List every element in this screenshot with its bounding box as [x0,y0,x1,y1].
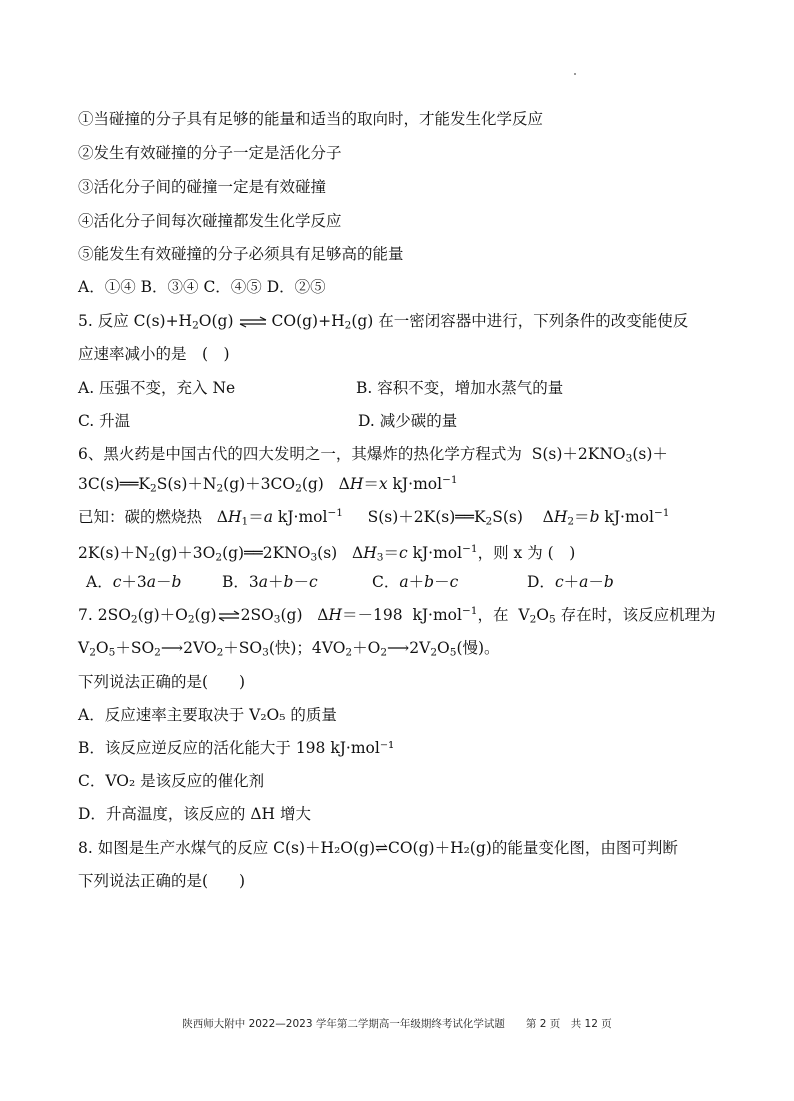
statement-3: ③活化分子间的碰撞一定是有效碰撞 [78,178,327,196]
question-7-line-3: 下列说法正确的是( ) [78,673,246,691]
equilibrium-arrow-icon [238,316,268,328]
question-5-option-b: B. 容积不变，增加水蒸气的量 [356,379,564,397]
question-6-equation-part-2: $3C(s)══K_2S(s)+N_2(g)+3CO_2(g)$ ΔH＝x kJ·mol$^{-1}$ [78,474,458,495]
question-7-option-b: B．该反应逆反应的活化能大于 198 kJ·mol⁻¹ [78,739,395,757]
question-6-option-b: B．3a＋b－c [222,573,318,591]
question-6-equation-part-1: $S(s)+2KNO_3(s)+$ [526,445,668,465]
question-5-option-a: A. 压强不变，充入 Ne [78,379,236,397]
question-7-option-d: D．升高温度，该反应的 ΔH 增大 [78,805,311,823]
question-7-option-c: C．VO₂ 是该反应的催化剂 [78,772,265,790]
question-6-line-1 [78,444,668,464]
question-4-options: A．①④ B．③④ C．④⑤ D．②⑤ [78,278,326,296]
question-8-line-2: 下列说法正确的是( ) [78,872,246,890]
question-5-option-c: C. 升温 [78,412,131,430]
question-5-equation: $C(s)+H_2O(g)$ $CO(g)+H_2(g)$ [133,312,374,332]
question-7-option-a: A．反应速率主要取决于 V₂O₅ 的质量 [78,706,337,724]
question-5-stem [78,311,688,331]
page-footer: 陕西师大附中 2022—2023 学年第二学期高一年级期终考试化学试题 第 2 页 共 12 页 [182,1018,612,1030]
statement-5: ⑤能发生有效碰撞的分子必须具有足够高的能量 [78,245,404,263]
question-6-known-label: 已知：碳的燃烧热 [78,508,203,526]
question-6-ask: ，则 x 为 ( ) [477,544,576,562]
statement-4: ④活化分子间每次碰撞都发生化学反应 [78,212,342,230]
question-6-option-a: A．c＋3a－b [86,573,182,591]
question-6-option-c: C．a＋b－c [372,573,459,591]
statement-1: ①当碰撞的分子具有足够的能量和适当的取向时，才能发生化学反应 [78,110,544,128]
question-5-tail: 在一密闭容器中进行，下列条件的改变能使反 [378,312,689,330]
scan-speck [574,73,576,75]
question-6-known: 已知：碳的燃烧热 $\Delta H_1=a$ kJ·mol$^{-1}$ $S(s)+2K(s)══K_2S(s)$ $\Delta H_2=b$ kJ·mol$^{-1}$ [78,507,670,528]
question-6-intro: 6、黑火药是中国古代的四大发明之一，其爆炸的热化学方程式为 [78,445,522,463]
question-5-number: 5. 反应 [78,312,129,330]
question-6-option-d: D．c＋a－b [527,573,614,591]
question-5-option-d: D. 减少碳的量 [358,412,458,430]
question-7-line-1: 7. $2SO_2(g)+O_2(g)$ $2SO_3(g)$ ΔH＝－198 kJ·mol$^{-1}$，在 $V_2O_5$ 存在时，该反应机理为 [78,605,716,626]
equilibrium-arrow-icon [218,610,240,622]
question-8-line-1: 8. 如图是生产水煤气的反应 C(s)＋H₂O(g)⇌CO(g)＋H₂(g)的能量变化图，由图可判断 [78,839,678,857]
question-5-line-2: 应速率减小的是 ( ) [78,345,230,363]
question-6-equation-3: $2K(s)+N_2(g)+3O_2(g)══2KNO_3(s)$ $\Delta H_3=c$ kJ·mol$^{-1}$，则 x 为 ( ) [78,543,576,564]
question-7-line-2: $V_2O_5+SO_2⟶2VO_2+SO_3$(快)；$4VO_2+O_2⟶2V_2O_5$(慢)。 [78,639,500,659]
statement-2: ②发生有效碰撞的分子一定是活化分子 [78,144,342,162]
